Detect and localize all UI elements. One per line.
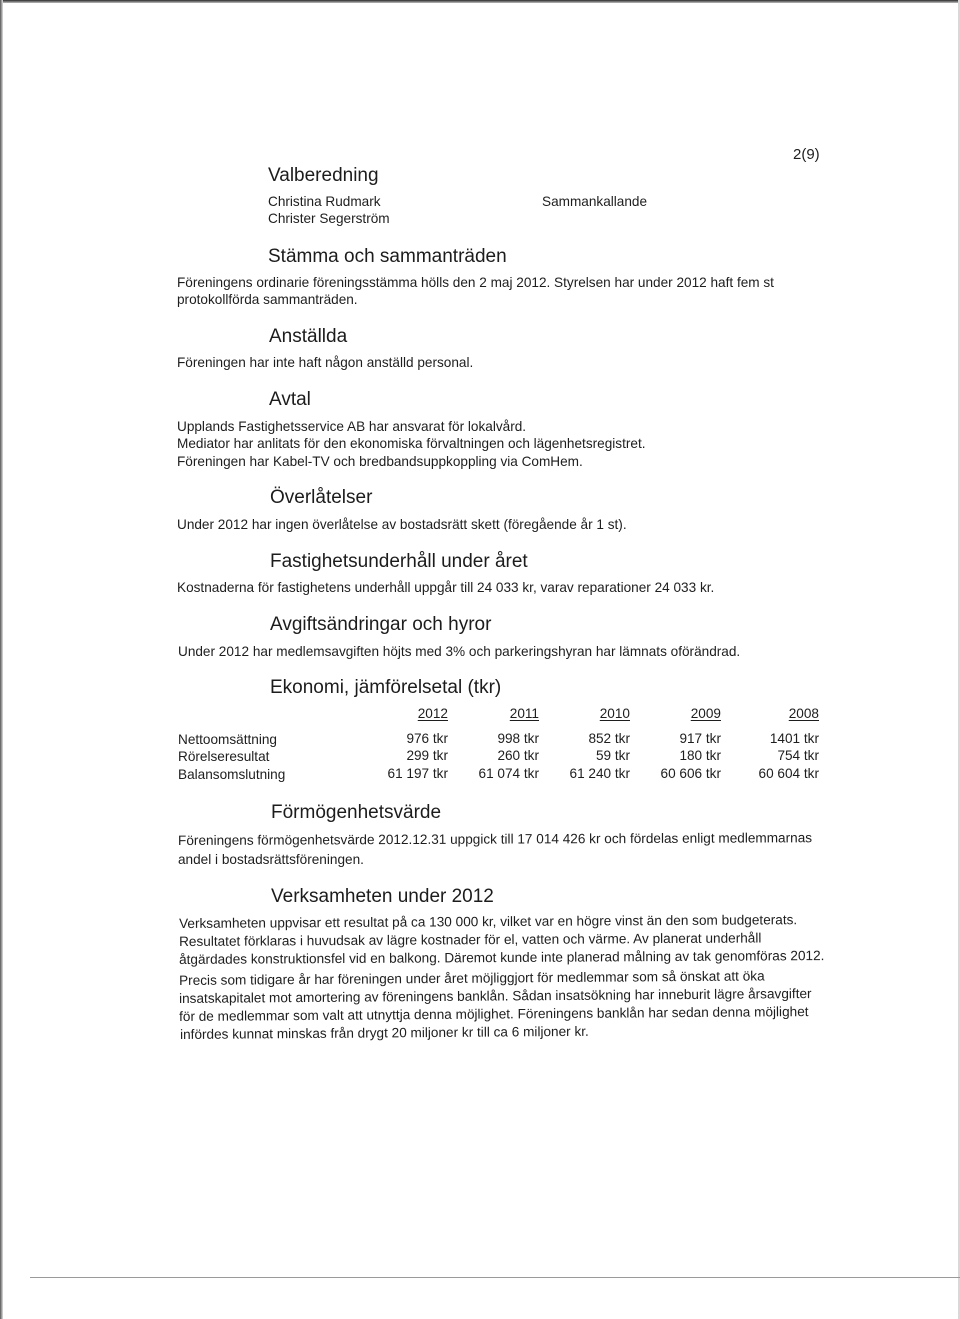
valberedning-member-name: Christina Rudmark <box>268 194 381 209</box>
scan-edge-left <box>0 0 3 1319</box>
fastighetsunderhall-heading: Fastighetsunderhåll under året <box>270 551 528 572</box>
year-header: 2009 <box>690 706 721 721</box>
row-label: Nettoomsättning <box>178 732 277 747</box>
verksamheten-text-line: åtgärdades konstruktionsfel vid en balkong. Däremot kunde inte planerad målning av tak genomföras 2012. <box>179 948 825 967</box>
stamma-text-line: protokollförda sammanträden. <box>177 292 358 307</box>
row-value: 1401 tkr <box>769 731 819 746</box>
verksamheten-text-line: insatskapitalet mot amortering av föreningens banklån. Sådan insatsökning har inneburit lägre årsavgifter <box>179 986 812 1006</box>
overlatelser-heading: Överlåtelser <box>270 487 373 508</box>
row-value: 180 tkr <box>679 748 721 763</box>
row-label: Rörelseresultat <box>178 749 270 764</box>
row-value: 61 074 tkr <box>478 766 539 781</box>
row-value: 976 tkr <box>406 731 448 746</box>
valberedning-heading: Valberedning <box>268 165 379 186</box>
year-header: 2010 <box>599 706 630 721</box>
stamma-text-line: Föreningens ordinarie föreningsstämma hölls den 2 maj 2012. Styrelsen har under 2012 haft fem st <box>177 275 774 290</box>
anstallda-heading: Anställda <box>269 326 348 347</box>
valberedning-member-role: Sammankallande <box>542 194 648 209</box>
formogenhet-heading: Förmögenhetsvärde <box>271 802 442 823</box>
scan-bottom-line <box>30 1277 960 1278</box>
scan-edge-top <box>0 0 960 3</box>
verksamheten-text-line: Precis som tidigare år har föreningen under året möjliggjort för medlemmar som så önskat att öka <box>179 968 765 988</box>
avtal-text-line: Föreningen har Kabel-TV och bredbandsuppkoppling via ComHem. <box>177 454 583 469</box>
row-value: 61 240 tkr <box>569 766 630 781</box>
valberedning-member-name: Christer Segerström <box>268 211 390 226</box>
avgifter-heading: Avgiftsändringar och hyror <box>270 614 492 635</box>
verksamheten-text-line: Verksamheten uppvisar ett resultat på ca 130 000 kr, vilket var en högre vinst än den som budgeterats. <box>179 912 798 931</box>
year-header: 2011 <box>509 706 539 721</box>
avtal-text-line: Upplands Fastighetsservice AB har ansvarat för lokalvård. <box>177 419 527 434</box>
verksamheten-text-line: Resultatet förklaras i huvudsak av lägre kostnader för el, vatten och värme. Av planerat underhåll <box>179 930 762 949</box>
row-value: 61 197 tkr <box>387 766 448 781</box>
avtal-heading: Avtal <box>269 389 311 410</box>
anstallda-text: Föreningen har inte haft någon anställd personal. <box>177 355 474 370</box>
avgifter-text: Under 2012 har medlemsavgiften höjts med 3% och parkeringshyran har lämnats oförändrad. <box>178 644 741 659</box>
ekonomi-heading: Ekonomi, jämförelsetal (tkr) <box>270 677 502 698</box>
row-value: 60 604 tkr <box>758 766 819 781</box>
verksamheten-text-line: för de medlemmar som valt att utnyttja denna möjlighet. Föreningens banklån har sedan denna möjlighet <box>179 1004 809 1024</box>
formogenhet-text-line: andel i bostadsrättsföreningen. <box>178 852 364 867</box>
year-header: 2012 <box>417 706 448 721</box>
row-value: 917 tkr <box>679 731 721 746</box>
verksamheten-text-line: infördes kunnat minskas från drygt 20 miljoner kr till ca 6 miljoner kr. <box>180 1023 589 1042</box>
row-value: 998 tkr <box>497 731 539 746</box>
page-number: 2(9) <box>793 146 820 163</box>
row-value: 260 tkr <box>497 748 539 763</box>
row-value: 754 tkr <box>777 748 819 763</box>
verksamheten-heading: Verksamheten under 2012 <box>271 886 494 907</box>
row-value: 852 tkr <box>588 731 630 746</box>
stamma-heading: Stämma och sammanträden <box>268 246 507 267</box>
overlatelser-text: Under 2012 har ingen överlåtelse av bostadsrätt skett (föregående år 1 st). <box>177 517 627 532</box>
row-value: 60 606 tkr <box>660 766 721 781</box>
row-label: Balansomslutning <box>178 767 286 782</box>
fastighetsunderhall-text: Kostnaderna för fastighetens underhåll uppgår till 24 033 kr, varav reparationer 24 033 kr. <box>177 580 715 595</box>
row-value: 299 tkr <box>406 748 448 763</box>
avtal-text-line: Mediator har anlitats för den ekonomiska förvaltningen och lägenhetsregistret. <box>177 436 646 451</box>
row-value: 59 tkr <box>596 748 630 763</box>
formogenhet-text-line: Föreningens förmögenhetsvärde 2012.12.31 uppgick till 17 014 426 kr och fördelas enligt medlemmarnas <box>178 830 813 848</box>
year-header: 2008 <box>788 706 819 721</box>
